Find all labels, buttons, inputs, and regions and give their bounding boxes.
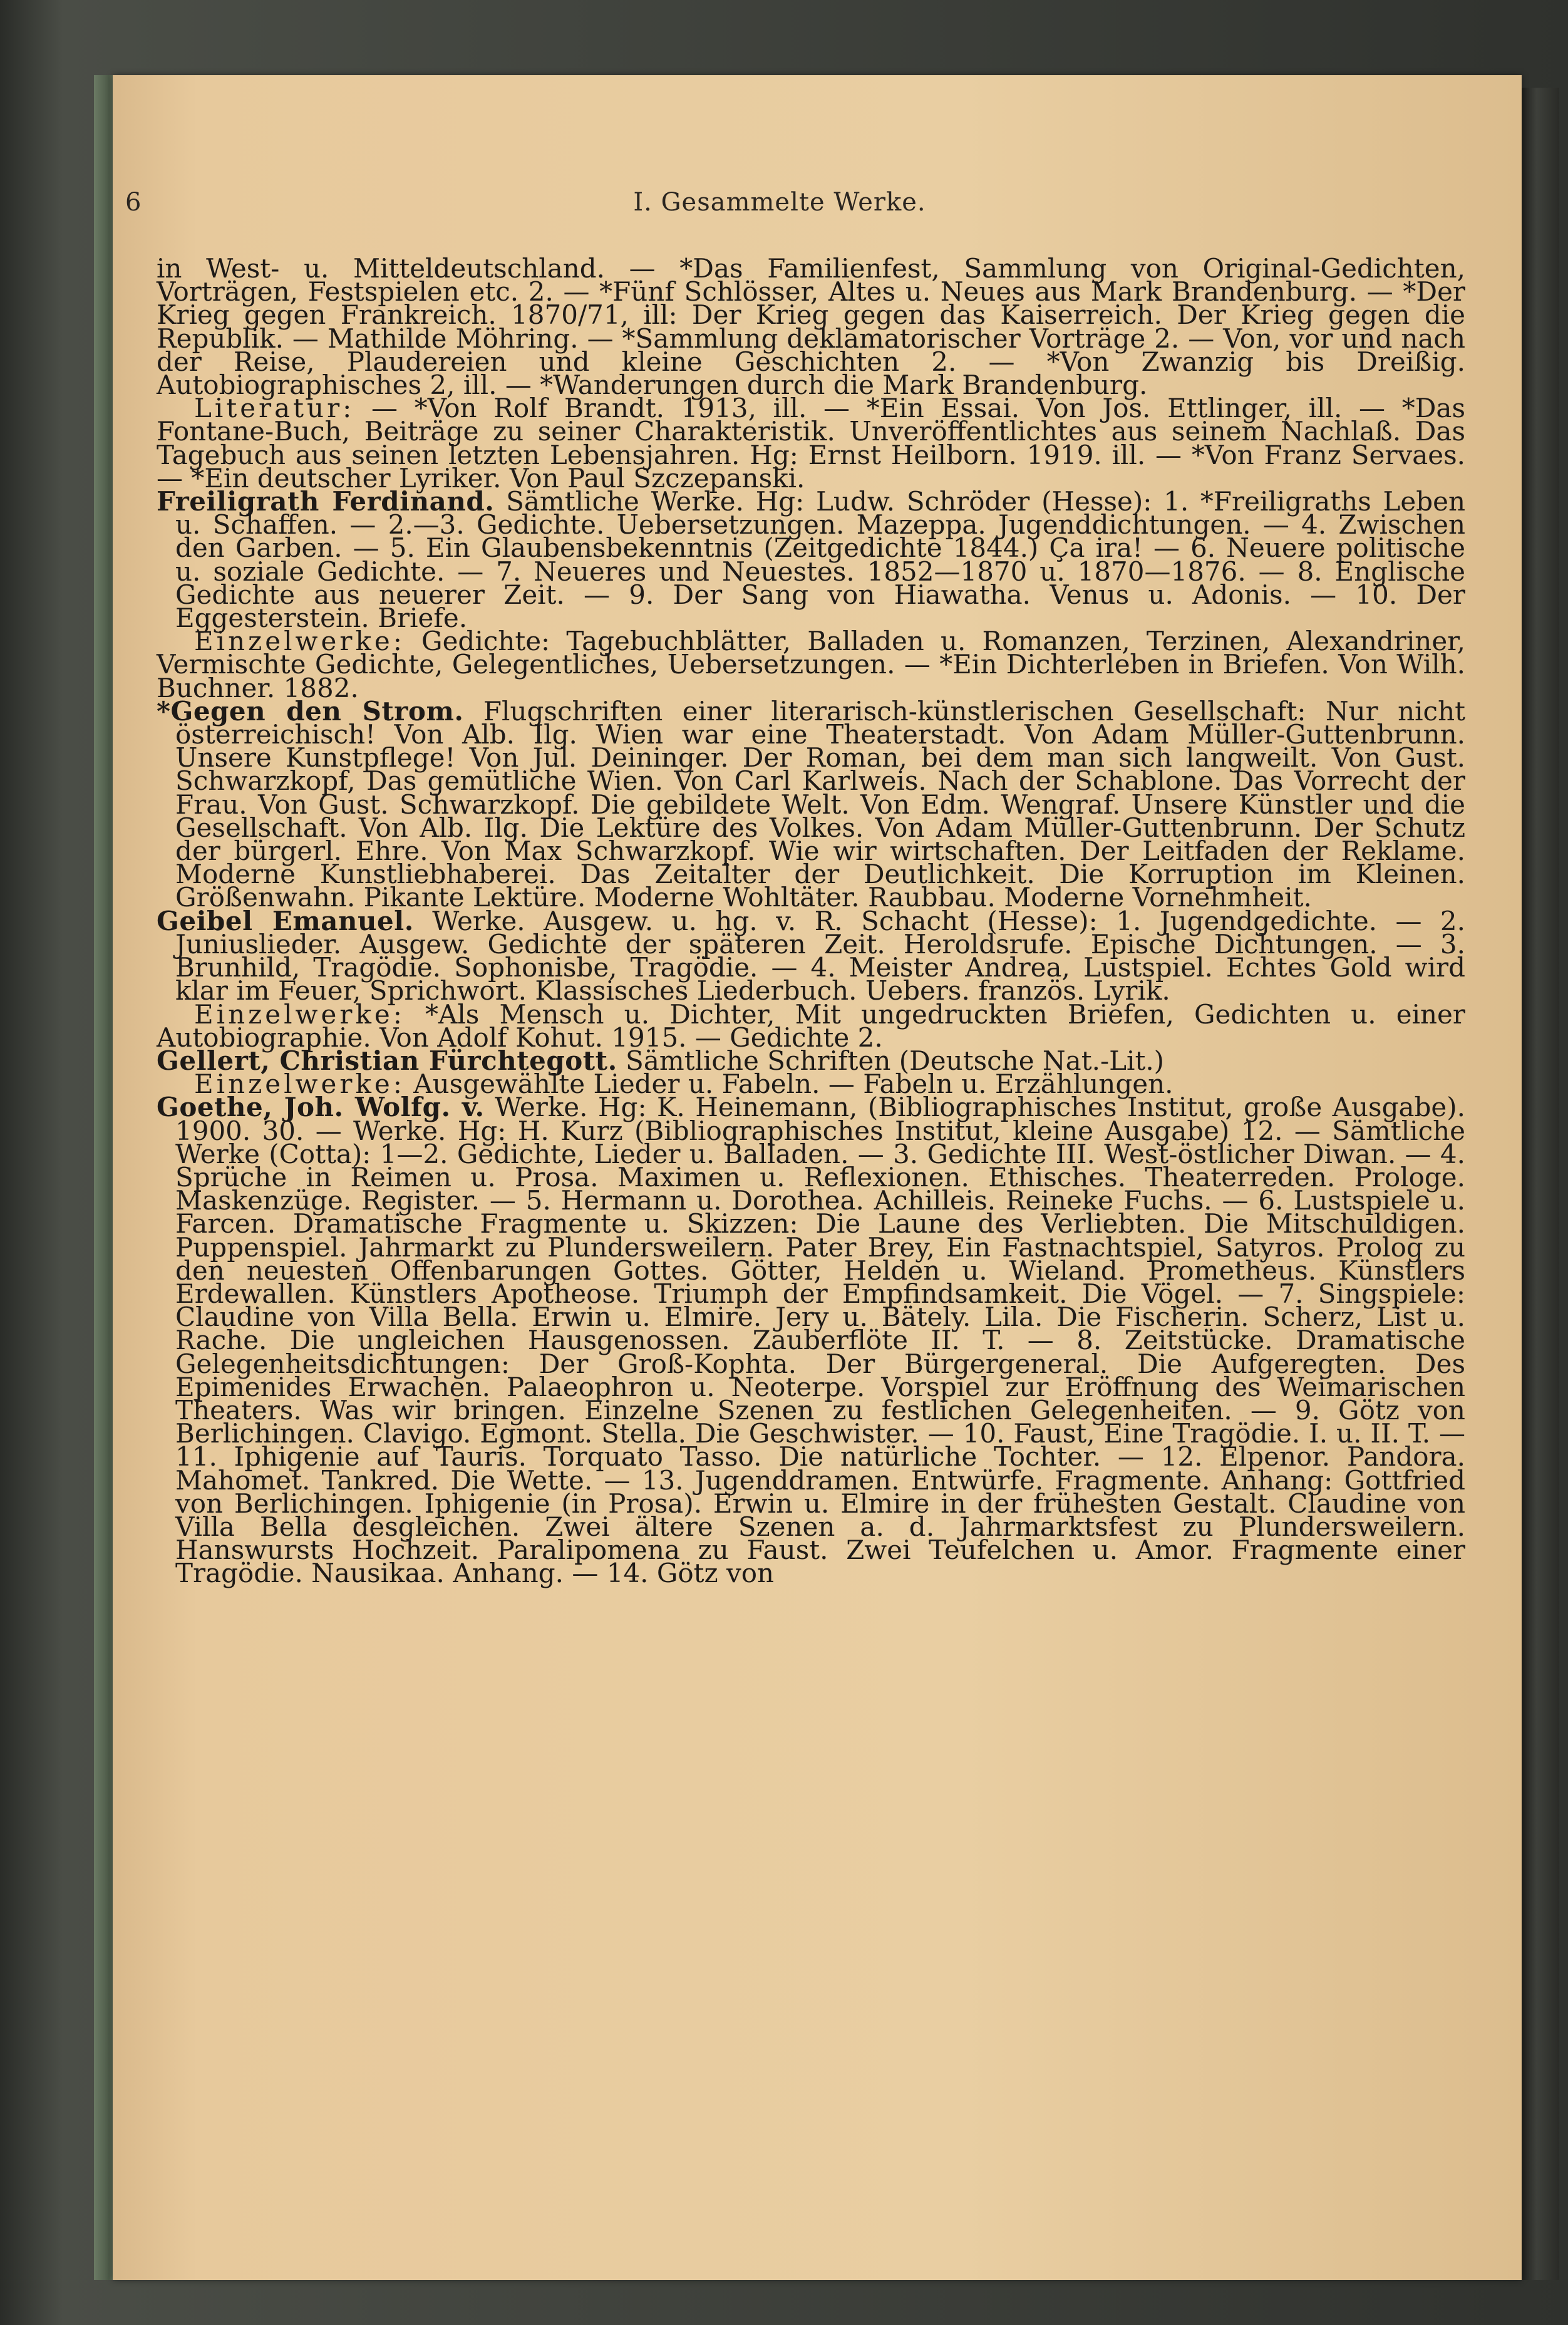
paragraph-einzelwerke <box>157 626 1465 703</box>
page-body <box>157 253 1466 2217</box>
section-lead: Literatur: <box>194 393 355 424</box>
paragraph-text: — *Von Rolf Brandt. 1913, ill. — *Ein Essai. Von Jos. Ettlinger, ill. — *Das Fontane-Buch, Beiträge zu seiner Charakteristik. Unveröffentlichtes aus seinem Nachlaß. Das Tagebuch aus seinen letzten Lebensjahren. Hg: Ernst Heilborn. 1919. ill. — *Von Franz Servaes. — *Ein deutscher Lyriker. Von Paul Szczepanski. <box>157 393 1465 494</box>
entry-lemma: Gellert, Christian Fürchtegott. <box>157 1045 617 1076</box>
section-lead: Einzelwerke: <box>194 1069 405 1100</box>
entry-lemma: Goethe, Joh. Wolfg. v. <box>157 1092 485 1123</box>
page-edge-shadow <box>1522 88 1559 2280</box>
entry-text: Flugschriften einer literarisch-künstlerischen Gesellschaft: Nur nicht österreichisch! Von Alb. Ilg. Wien war eine Theaterstadt. Von Adam Müller-Guttenbrunn. Unsere Kunstpflege! Von Jul. Deininger. Der Roman, bei dem man sich langweilt. Von Gust. Schwarzkopf, Das gemütliche Wien. Von Carl Karlweis. Nach der Schablone. Das Vorrecht der Frau. Von Gust. Schwarzkopf. Die gebildete Welt. Von Edm. Wengraf. Unsere Künstler und die Gesellschaft. Von Alb. Ilg. Die Lektüre des Volkes. Von Adam Müller-Guttenbrunn. Der Schutz der bürgerl. Ehre. Von Max Schwarzkopf. Wie wir wirtschaften. Der Leitfaden der Reklame. Moderne Kunstliebhaberei. Das Zeitalter der Deutlichkeit. Die Korruption im Kleinen. Größenwahn. Pikante Lektüre. Moderne Wohltäter. Raubbau. Moderne Vornehmheit. <box>175 695 1466 913</box>
paragraph-text: Ausgewählte Lieder u. Fabeln. — Fabeln u. Erzählungen. <box>405 1069 1173 1100</box>
paragraph-text: in West- u. Mitteldeutschland. — *Das Familienfest, Sammlung von Original-Gedichten, Vorträgen, Festspielen etc. 2. — *Fünf Schlösser, Altes u. Neues aus Mark Brandenburg. — *Der Krieg gegen Frankreich. 1870/71, ill: Der Krieg gegen das Kaiserreich. Der Krieg gegen die Republik. — Mathilde Möhring. — *Sammlung deklamatorischer Vorträge 2. — Von, vor und nach der Reise, Plaudereien und kleine Geschichten 2. — *Von Zwanzig bis Dreißig. Autobiographisches 2, ill. — *Wanderungen durch die Mark Brandenburg. <box>157 253 1465 401</box>
running-title: I. Gesammelte Werke. <box>633 188 926 217</box>
entry-freiligrath <box>157 486 1466 634</box>
paragraph-continuation <box>157 253 1465 401</box>
entry-geibel <box>157 905 1465 1007</box>
entry-text: Werke. Hg: K. Heinemann, (Bibliographisches Institut, große Ausgabe). 1900. 30. — Werke. Hg: H. Kurz (Bibliographisches Institut, kleine Ausgabe) 12. — Sämtliche Werke (Cotta): 1—2. Gedichte, Lieder u. Balladen. — 3. Gedichte III. West-östlicher Diwan. — 4. Sprüche in Reimen u. Prosa. Maximen u. Reflexionen. Ethisches. Theaterreden. Prologe. Maskenzüge. Register. — 5. Hermann u. Dorothea. Achilleis. Reineke Fuchs. — 6. Lustspiele u. Farcen. Dramatische Fragmente u. Skizzen: Die Laune des Verliebten. Die Mitschuldigen. Puppenspiel. Jahrmarkt zu Plundersweilern. Pater Brey, Ein Fastnachtspiel, Satyros. Prolog zu den neuesten Offenbarungen Gottes. Götter, Helden u. Wieland. Prometheus. Künstlers Erdewallen. Künstlers Apotheose. Triumph der Empfindsamkeit. Die Vögel. — 7. Singspiele: Claudine von Villa Bella. Erwin u. Elmire. Jery u. Bätely. Lila. Die Fischerin. Scherz, List u. Rache. Die ungleichen Hausgenossen. Zauberflöte II. T. — 8. Zeitstücke. Dramatische Gelegenheitsdichtungen: Der Groß-Kophta. Der Bürgergeneral. Die Aufgeregten. Des Epimenides Erwachen. Palaeophron u. Neoterpe. Vorspiel zur Eröffnung des Weimarischen Theaters. Was wir bringen. Einzelne Szenen zu festlichen Gelegenheiten. — 9. Götz von Berlichingen. Clavigo. Egmont. Stella. Die Geschwister. — 10. Faust, Eine Tragödie. I. u. II. T. — 11. Iphigenie auf Tauris. Torquato Tasso. Die natürliche Tochter. — 12. Elpenor. Pandora. Mahomet. Tankred. Die Wette. — 13. Jugenddramen. Entwürfe. Fragmente. Anhang: Gottfried von Berlichingen. Iphigenie (in Prosa). Erwin u. Elmire in der frühesten Gestalt. Claudine von Villa Bella desgleichen. Zwei ältere Szenen a. d. Jahrmarktsfest zu Plundersweilern. Hanswursts Hochzeit. Paralipomena zu Faust. Zwei Teufelchen u. Amor. Fragmente einer Tragödie. Nausikaa. Anhang. — 14. Götz von <box>175 1092 1465 1589</box>
paragraph-einzelwerke <box>157 998 1465 1053</box>
entry-goethe <box>157 1092 1465 1589</box>
entry-lemma: *Gegen den Strom. <box>157 695 464 727</box>
paragraph-text: *Als Mensch u. Dichter, Mit ungedruckten Briefen, Gedichten u. einer Autobiographie. Von Adolf Kohut. 1915. — Gedichte 2. <box>157 998 1465 1053</box>
entry-text: Sämtliche Schriften (Deutsche Nat.-Lit.) <box>617 1045 1165 1076</box>
entry-text: Werke. Ausgew. u. hg. v. R. Schacht (Hesse): 1. Jugendgedichte. — 2. Juniuslieder. Ausgew. Gedichte der späteren Zeit. Heroldsrufe. Epische Dichtungen. — 3. Brunhild, Tragödie. Sophonisbe, Tragödie. — 4. Meister Andrea, Lustspiel. Echtes Gold wird klar im Feuer, Sprichwort. Klassisches Liederbuch. Uebers. französ. Lyrik. <box>175 905 1465 1007</box>
entry-lemma: Geibel Emanuel. <box>157 905 414 936</box>
entry-text: Sämtliche Werke. Hg: Ludw. Schröder (Hesse): 1. *Freiligraths Leben u. Schaffen. — 2.—3. Gedichte. Uebersetzungen. Mazeppa. Jugenddichtungen. — 4. Zwischen den Garben. — 5. Ein Glaubensbekenntnis (Zeitgedichte 1844.) Ça ira! — 6. Neuere politische u. soziale Gedichte. — 7. Neueres und Neuestes. 1852—1870 u. 1870—1876. — 8. Englische Gedichte aus neuerer Zeit. — 9. Der Sang von Hiawatha. Venus u. Adonis. — 10. Der Eggesterstein. Briefe. <box>175 486 1466 634</box>
entry-gegen-den-strom <box>157 695 1466 913</box>
section-lead: Einzelwerke: <box>194 626 405 657</box>
page-number: 6 <box>125 188 142 217</box>
entry-lemma: Freiligrath Ferdinand. <box>157 486 495 517</box>
paragraph-literatur <box>157 393 1465 494</box>
paragraph-text: Gedichte: Tagebuchblätter, Balladen u. Romanzen, Terzinen, Alexandriner, Vermischte Gedichte, Gelegentliches, Uebersetzungen. — *Ein Dichterleben in Briefen. Von Wilh. Buchner. 1882. <box>157 626 1465 703</box>
section-lead: Einzelwerke: <box>194 998 405 1030</box>
page-header <box>125 188 1434 225</box>
